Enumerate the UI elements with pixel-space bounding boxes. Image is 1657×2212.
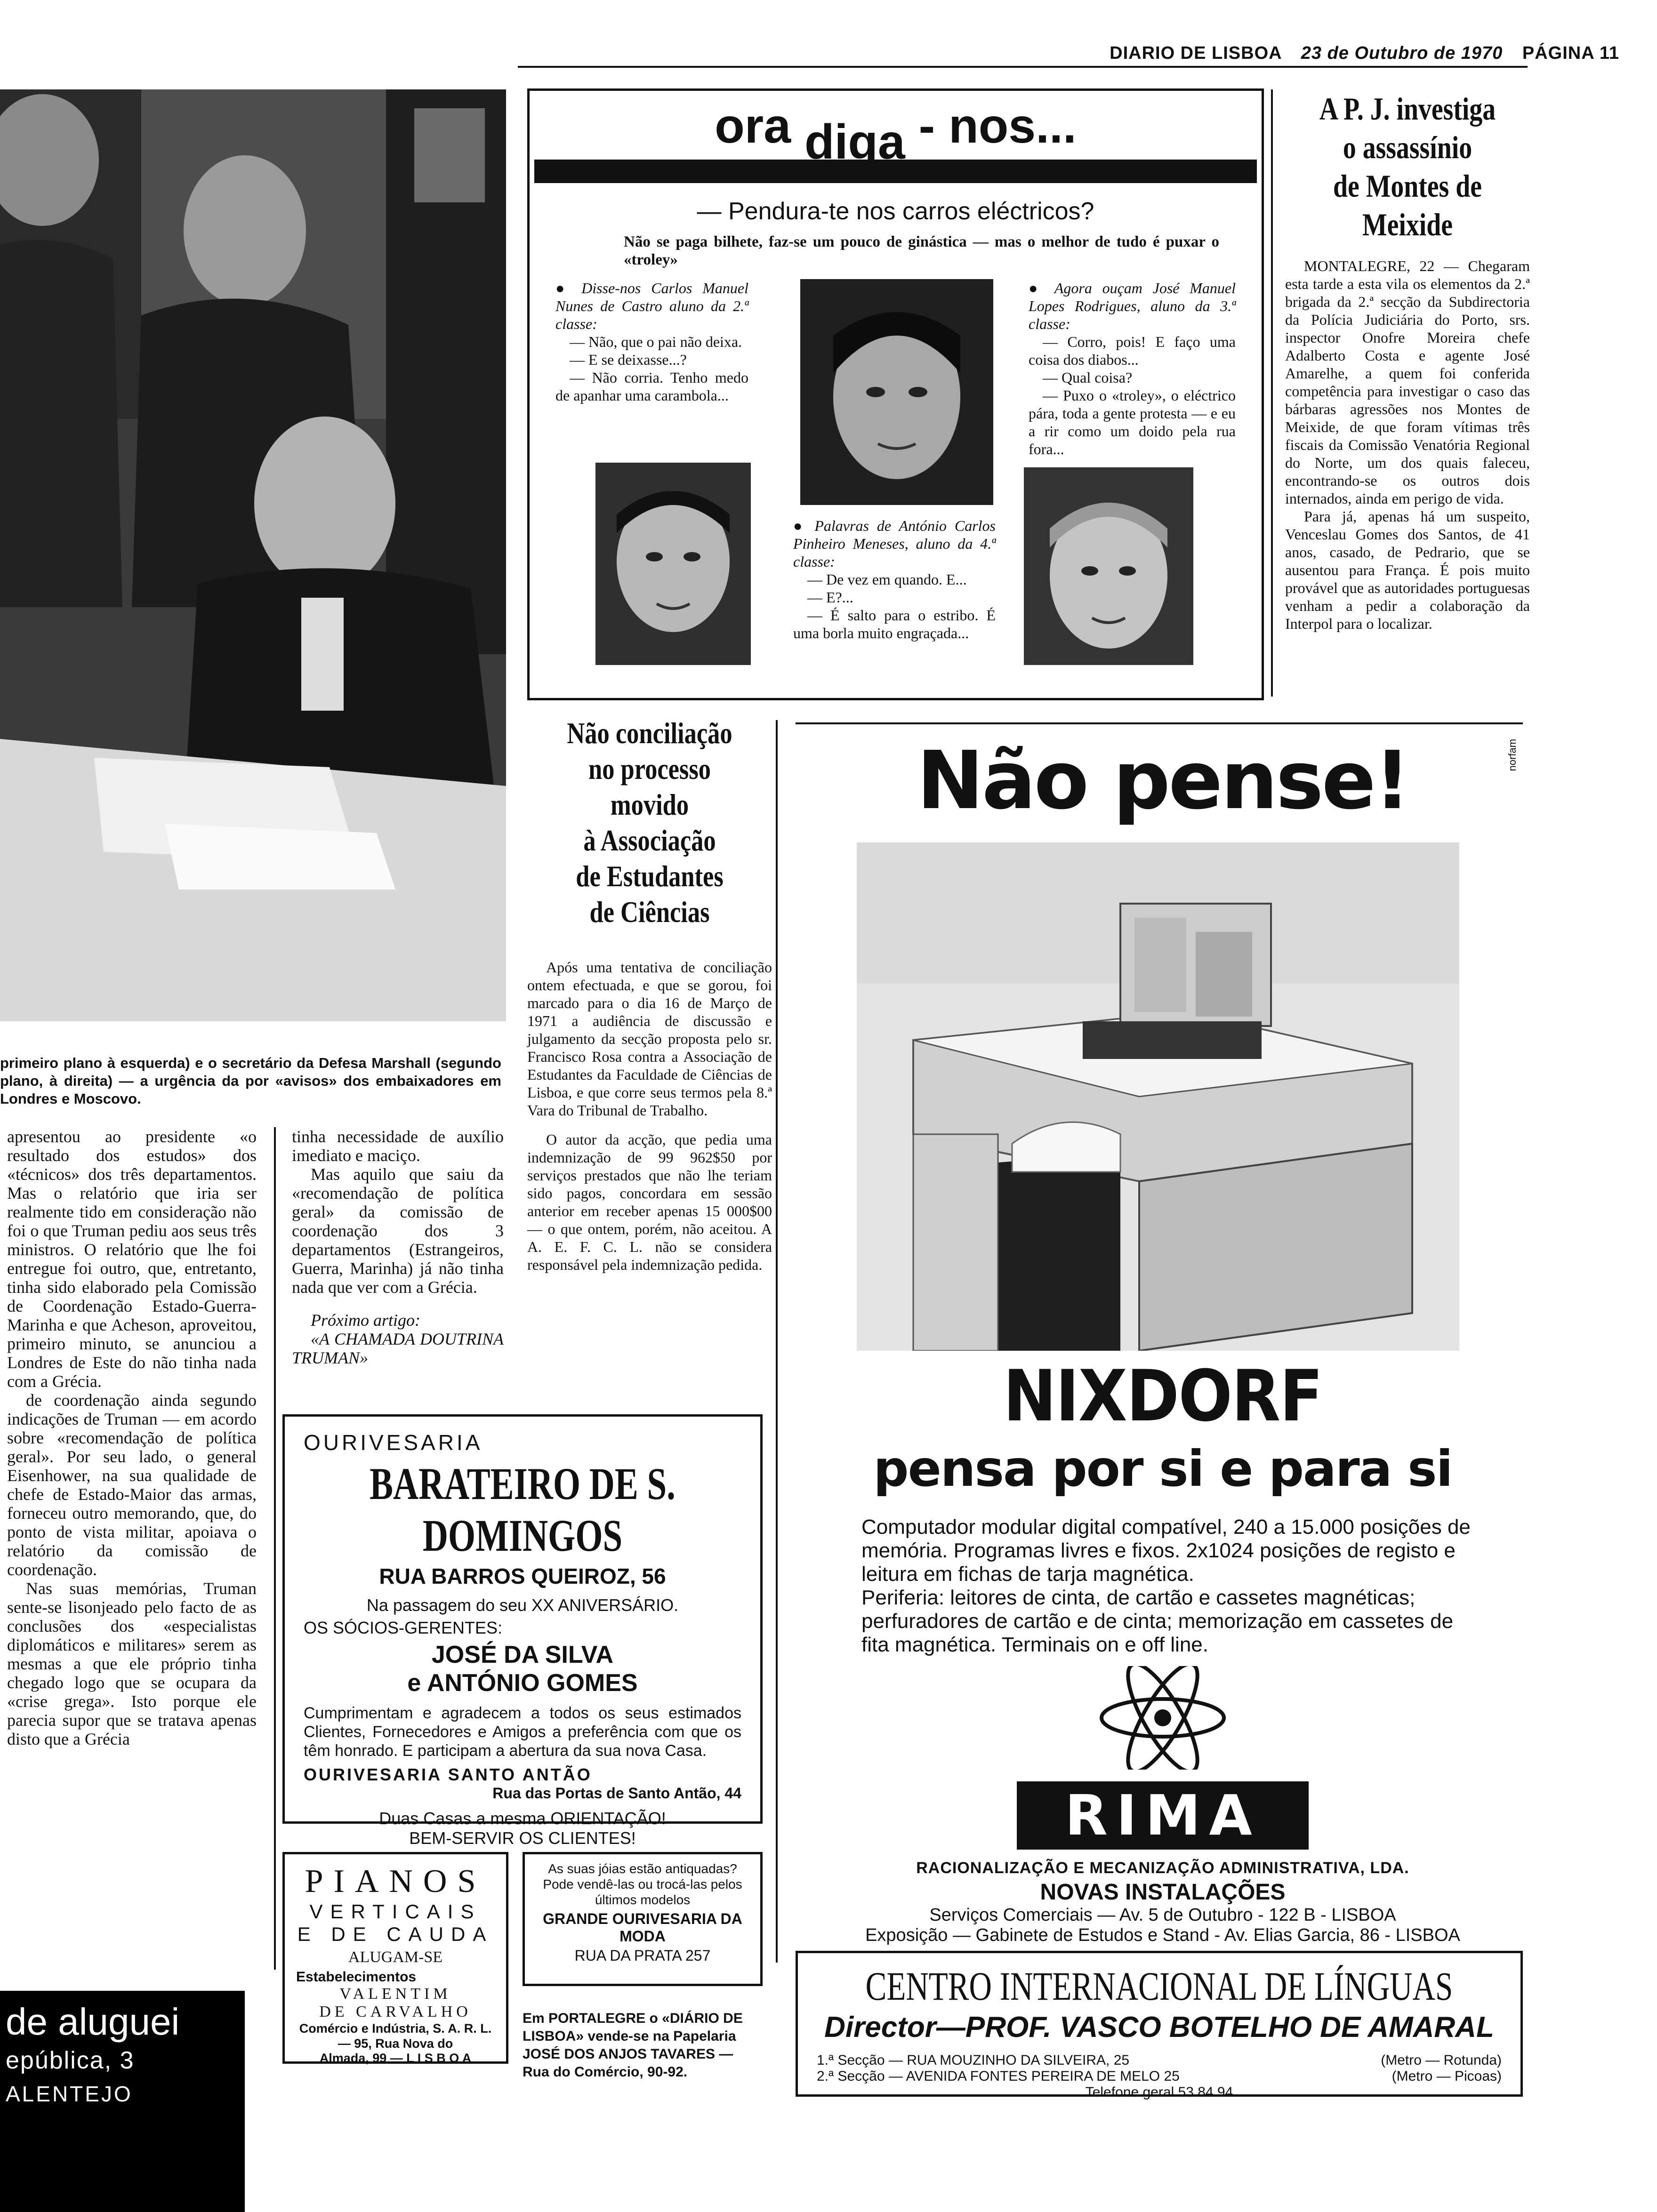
grande-ourivesaria-name: GRANDE OURIVESARIA DA MODA [543, 1910, 742, 1945]
boy-photo-2 [800, 279, 993, 505]
pianos-cauda: E DE CAUDA [297, 1923, 494, 1945]
article-paragraph: tinha necessidade de auxílio imediato e maciço. [292, 1127, 504, 1165]
interview-line: — E?... [807, 589, 853, 606]
interview-line: — Corro, pois! E faço uma coisa dos diabos... [1029, 333, 1236, 368]
conciliacao-paragraph: O autor da acção, que pedia uma indemnização de 99 962$50 por serviços prestados que não lhe teriam sido pagos, concordara em sessão anterior em receber apenas 15 000$00 — o que ontem, porém, não aceitou. A A. E. F. C. L. não se considera responsável pela indemnização pedida. [527, 1131, 772, 1273]
linguas-seccao-2 [817, 2068, 1502, 2084]
title-diga: diga [804, 115, 905, 169]
column-rule [274, 1127, 276, 1970]
truman-article-col2 [292, 1127, 504, 1367]
grande-ourivesaria-ad [523, 1852, 763, 1986]
grande-ourivesaria-address: RUA DA PRATA 257 [574, 1947, 711, 1964]
interview-3-intro: ● Agora ouçam José Manuel Lopes Rodrigues, aluno da 3.ª classe: [1029, 279, 1236, 333]
barateiro-occasion: Na passagem do seu XX ANIVERSÁRIO. [366, 1595, 679, 1615]
pj-article [1285, 89, 1530, 633]
pj-headline-line: A P. J. investiga [1319, 91, 1496, 127]
boy-photo-1 [595, 463, 751, 665]
nixdorf-brand: NIXDORF [1003, 1355, 1322, 1437]
rental-ad-line2: epública, 3 [6, 2047, 135, 2074]
interview-2 [793, 517, 996, 642]
interview-line: — Qual coisa? [1043, 369, 1133, 386]
page-header [1095, 43, 1619, 64]
barateiro-motto-2: BEM-SERVIR OS CLIENTES! [409, 1828, 636, 1848]
ora-diga-nos-box [527, 88, 1264, 700]
nixdorf-desc-2: Periferia: leitores de cinta, de cartão e cassetes magnéticas; perfuradores de cartão e de cinta; memorização em cassetes de fita magnética. Terminais on e off line. [861, 1586, 1454, 1656]
nixdorf-headline: Não pense! [917, 734, 1409, 827]
interview-2-intro: ● Palavras de António Carlos Pinheiro Meneses, aluno da 4.ª classe: [793, 517, 996, 570]
grande-ourivesaria-text: As suas jóias estão antiquadas? Pode vendê-las ou trocá-las pelos últimos modelos [543, 1861, 742, 1907]
interview-line: — Não, que o pai não deixa. [570, 333, 742, 350]
portalegre-notice: Em PORTALEGRE o «DIÁRIO DE LISBOA» vende-se na Papelaria JOSÉ DOS ANJOS TAVARES — Rua do Comércio, 90-92. [523, 2011, 743, 2080]
rima-logo: RIMA [1017, 1781, 1309, 1850]
barateiro-motto-1: Duas Casas a mesma ORIENTAÇÃO! [379, 1809, 666, 1828]
pianos-ad [282, 1852, 508, 2064]
seccao-2-metro: (Metro — Picoas) [1392, 2068, 1502, 2084]
paper-name: DIARIO DE LISBOA [1110, 43, 1282, 63]
pianos-rent: ALUGAM-SE [348, 1948, 443, 1966]
barateiro-name: BARATEIRO DE S. DOMINGOS [370, 1459, 676, 1561]
barateiro-ad [282, 1414, 763, 1848]
pj-headline [1307, 89, 1508, 244]
linguas-director: Director—PROF. VASCO BOTELHO DE AMARAL [824, 2011, 1494, 2044]
question: — Pendura-te nos carros eléctricos? [697, 198, 1094, 225]
column-rule [776, 720, 778, 1963]
article-paragraph: de coordenação ainda segundo indicações de Truman — em acordo sobre «recomendação de política geral». Por seu lado, o general Eisenhower, na sua qualidade de chefe de Estado-Maior das armas, forneceu outro memorando, que, do ponto de vista militar, apoiava o relatório da comissão de coordenação. [7, 1391, 257, 1579]
headline-line: à Associação [583, 824, 716, 857]
photo-caption: primeiro plano à esquerda) e o secretário da Defesa Marshall (segundo plano, à direita) — a urgência da por «avisos» dos embaixadores em Londres e Moscovo. [0, 1055, 501, 1107]
barateiro-partner-2: e ANTÓNIO GOMES [407, 1669, 638, 1697]
linguas-seccao-1 [817, 2052, 1502, 2068]
nixdorf-ad [796, 734, 1530, 1864]
conciliacao-body [527, 958, 772, 1274]
header-rule [518, 66, 1528, 68]
rental-ad [0, 1991, 245, 2212]
interview-line: — E se deixasse...? [570, 351, 687, 368]
article-paragraph: Mas aquilo que saiu da «recomendação de política geral» da comissão de coordenação dos 3 departamentos (Estrangeiros, Guerra, Marinha) já não tinha nada que ver com a Grécia. [292, 1165, 504, 1297]
page-number: PÁGINA 11 [1522, 43, 1619, 63]
conciliacao-paragraph: Após uma tentativa de conciliação ontem efectuada, e que se gorou, foi marcado para o dia 16 de Março de 1971 a audiência de discussão e julgamento da secção proposta pelo sr. Francisco Rosa contra a Associação de Estudantes da Faculdade de Ciências de Lisboa, e que corre seus termos pela 8.ª Vara do Tribunal de Trabalho. [527, 959, 772, 1119]
rima-exposicao: Exposição — Gabinete de Estudos e Stand - Av. Elias Garcia, 86 - LISBOA [865, 1925, 1460, 1945]
pianos-est: Estabelecimentos [296, 1969, 417, 1985]
rima-details [796, 1859, 1530, 1946]
pianos-name-2: DE CARVALHO [319, 2003, 472, 2020]
ora-diga-nos-title [530, 99, 1262, 169]
title-nos: - nos... [918, 99, 1077, 153]
headline-line: no processo movido [588, 752, 711, 821]
conciliacao-headline [549, 715, 750, 930]
rima-full-name: RACIONALIZAÇÃO E MECANIZAÇÃO ADMINISTRATIVA, LDA. [916, 1859, 1409, 1877]
next-article-label: Próximo artigo: [311, 1311, 420, 1330]
article-paragraph: Nas suas memórias, Truman sente-se lisonjeado pelo facto de as conclusões dos «especialistas diplomáticos e militares» serem as mesmas a que ele próprio tinha chegado logo que se ocupara da «crise grega». Isto porque ele parecia supor que se tratava apenas disto que a Grécia [7, 1579, 257, 1748]
pianos-title: PIANOS [305, 1863, 486, 1899]
nixdorf-slogan: pensa por si e para si [873, 1440, 1452, 1498]
pianos-verticais: VERTICAIS [309, 1900, 482, 1923]
seccao-1-metro: (Metro — Rotunda) [1381, 2052, 1502, 2068]
page-date: 23 de Outubro de 1970 [1301, 43, 1503, 63]
barateiro-socios: OS SÓCIOS-GERENTES: [304, 1618, 503, 1637]
computer-photo [857, 842, 1459, 1351]
rental-ad-line3: ALENTEJO [6, 2082, 133, 2106]
article-paragraph: apresentou ao presidente «o resultado dos estudos» dos «técnicos» dos três departamentos. Mas o relatório que iria ser realmente tido em consideração não foi o que Truman pediu aos seus três ministros. O relatório que lhe foi entregue foi outro, que, entretanto, tinha sido elaborado pela Comissão de Coordenação Estado-Guerra-Marinha e que Acheson, aproveitou, primeiro minuto, se anunciou a Londres de Este do não tinha nada com a Grécia. [7, 1127, 257, 1391]
barateiro-label: OURIVESARIA [304, 1430, 483, 1455]
pj-paragraph: Para já, apenas há um suspeito, Venceslau Gomes dos Santos, de 41 anos, casado, de Pedrario, que se ausentou para França. É pois muito provável que as autoridades portuguesas venham a pedir a colaboração da Interpol para o localizar. [1285, 508, 1530, 632]
pianos-address-1: Comércio e Indústria, S. A. R. L. — 95, Rua Nova do [299, 2021, 492, 2051]
nixdorf-desc-1: Computador modular digital compatível, 240 a 15.000 posições de memória. Programas livres e fixos. 2x1024 posições de registo e leitura em fichas de tarja magnética. [861, 1515, 1471, 1586]
headline-line: Não conciliação [567, 716, 732, 750]
linguas-ad [796, 1951, 1523, 2100]
linguas-title: CENTRO INTERNACIONAL DE LÍNGUAS [865, 1964, 1453, 2009]
pianos-address-2: Almada, 99 — L I S B O A [319, 2051, 472, 2065]
barateiro-santo-antao-address: Rua das Portas de Santo Antão, 44 [492, 1785, 741, 1802]
pj-headline-line: de Montes de Meixide [1333, 168, 1482, 242]
agency-credit: norfam [1506, 739, 1518, 771]
column-rule [1271, 89, 1273, 697]
interview-3 [1029, 279, 1236, 458]
title-ora: ora [715, 99, 791, 153]
truman-article-col1 [7, 1127, 257, 1748]
pj-body [1285, 257, 1530, 633]
barateiro-santo-antao: OURIVESARIA SANTO ANTÃO [304, 1765, 592, 1784]
boy-photo-3 [1024, 467, 1193, 665]
interview-1 [555, 279, 748, 404]
conciliacao-article [527, 715, 772, 1274]
ad-top-rule [796, 722, 1523, 724]
next-article-title: «A CHAMADA DOUTRINA TRUMAN» [292, 1330, 504, 1367]
pianos-name-1: VALENTIM [339, 1985, 451, 2003]
nixdorf-description [861, 1515, 1473, 1657]
interview-1-intro: ● Disse-nos Carlos Manuel Nunes de Castro aluno da 2.ª classe: [555, 279, 748, 333]
interview-line: — De vez em quando. E... [807, 571, 967, 588]
seccao-1-address: 1.ª Secção — RUA MOUZINHO DA SILVEIRA, 25 [817, 2052, 1130, 2068]
seccao-2-address: 2.ª Secção — AVENIDA FONTES PEREIRA DE MELO 25 [817, 2068, 1180, 2084]
rental-ad-line1: de aluguei [6, 2001, 180, 2043]
rima-servicos: Serviços Comerciais — Av. 5 de Outubro - 122 B - LISBOA [929, 1905, 1396, 1925]
news-photo [0, 89, 506, 1021]
linguas-phone: Telefone geral 53 84 94 [1085, 2084, 1233, 2100]
interview-line: — Puxo o «troley», o eléctrico pára, toda a gente protesta — e eu a rir como um doido pela rua fora... [1029, 387, 1236, 457]
headline-line: de Estudantes [576, 859, 724, 893]
pj-paragraph: MONTALEGRE, 22 — Chegaram esta tarde a esta vila os elementos da 2.ª brigada da 2.ª secção da Subdirectoria da Polícia Judiciária do Porto, srs. inspector Onofre Moreira chefe Adalberto Costa e agente José Amarelhe, a quem foi conferida competência para investigar o caso das bárbaras agressões nos Montes de Meixide, de que foram vítimas três fiscais da Comissão Venatória Regional do Norte, um dos quais faleceu, encontrando-se os outros dois internados, ainda em perigo de vida. [1285, 257, 1530, 507]
novas-instalacoes: NOVAS INSTALAÇÕES [1040, 1880, 1286, 1905]
barateiro-partner-1: JOSÉ DA SILVA [431, 1641, 614, 1668]
interview-line: — Não corria. Tenho medo de apanhar uma carambola... [555, 369, 748, 404]
atom-logo [1092, 1666, 1233, 1770]
barateiro-address: RUA BARROS QUEIROZ, 56 [379, 1564, 666, 1588]
pj-headline-line: o assassínio [1343, 129, 1472, 165]
interview-line: — É salto para o estribo. É uma borla muito engraçada... [793, 607, 996, 641]
intro: Não se paga bilhete, faz-se um pouco de ginástica — mas o melhor de tudo é puxar o «troley» [624, 233, 1219, 268]
headline-line: de Ciências [589, 895, 710, 929]
barateiro-body: Cumprimentam e agradecem a todos os seus estimados Clientes, Fornecedores e Amigos a preferência com que os têm honrado. E participam a abertura da sua nova Casa. [304, 1704, 741, 1760]
